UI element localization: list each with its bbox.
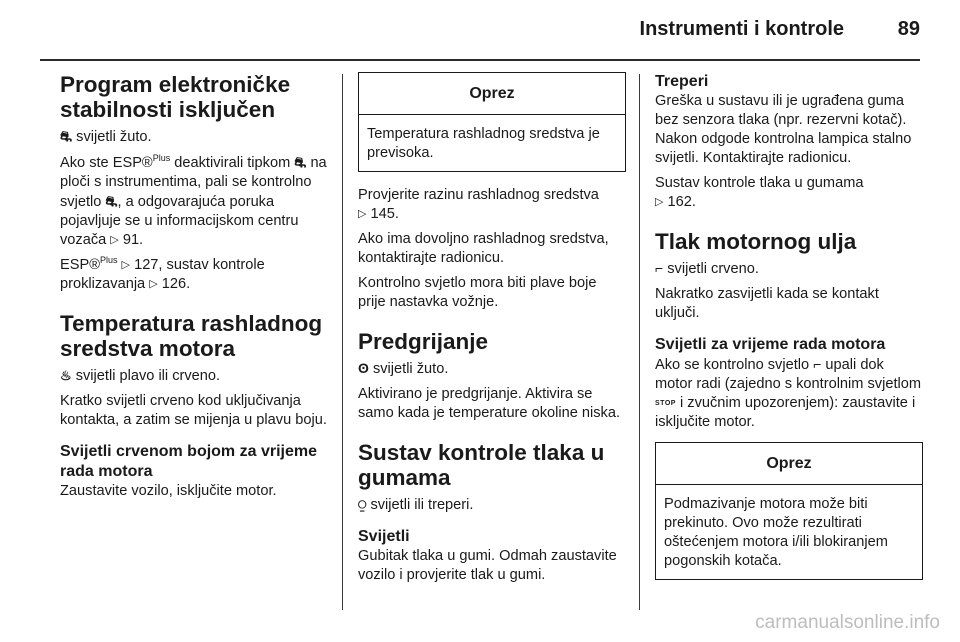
tire-system-reference: Sustav kontrole tlaka u gumama ▷ 162.	[655, 175, 864, 210]
flashing-description: Greška u sustavu ili je ugrađena guma bez senzora tlaka (npr. rezervni kotač). Nakon odgode kontrolna lampica stalno svijetli. Kontaktirajte radionicu.	[655, 93, 912, 166]
column-divider-right	[639, 74, 640, 610]
coolant-blue-text: Kontrolno svjetlo mora biti plave boje prije nastavka vožnje.	[358, 275, 597, 310]
column-3	[655, 72, 923, 594]
esp-deactivation-text: Ako ste ESP®$^{Plus}$ deaktivirali tipkom ⛐ na ploči s instrumentima, pali se kontrolno svjetlo ⛐, a odgovarajuća poruka pojavljuje se u informacijskom centru vozača ▷ 91.	[60, 153, 327, 248]
header-divider	[40, 59, 920, 61]
section-title-tire-pressure: Sustav kontrole tlaka u gumama	[358, 440, 605, 490]
tire-lit-text: Gubitak tlaka u gumi. Odmah zaustavite vozilo i provjerite tlak u gumi.	[358, 548, 617, 583]
subsection-title-lit-running: Svijetli za vrijeme rada motora	[655, 336, 886, 353]
coolant-description: Kratko svijetli crveno kod uključivanja kontakta, a zatim se mijenja u plavu boju.	[60, 393, 327, 428]
caution-body: Temperatura rashladnog sredstva je previsoka.	[367, 126, 600, 161]
caution-box-oil	[655, 442, 923, 580]
glow-plug-icon: ʘ	[358, 360, 369, 376]
arrow-ref-icon: ▷	[149, 278, 158, 290]
red-running-text: Zaustavite vozilo, isključite motor.	[60, 483, 277, 499]
caution-title: Oprez	[656, 443, 922, 485]
page-ref-link[interactable]: 145.	[370, 206, 399, 222]
tire-pressure-icon: ⍜	[358, 496, 367, 512]
page-number: 89	[897, 18, 920, 40]
oil-can-icon: ⌐	[655, 260, 664, 276]
coolant-workshop-text: Ako ima dovoljno rashladnog sredstva, kontaktirajte radionicu.	[358, 231, 609, 266]
tire-indicator-text: ⍜ svijetli ili treperi.	[358, 496, 474, 513]
arrow-ref-icon: ▷	[655, 196, 664, 208]
car-skid-icon: ⛐	[105, 193, 118, 209]
column-1	[60, 72, 330, 507]
arrow-ref-icon: ▷	[110, 234, 119, 246]
coolant-indicator-text: ♨ svijetli plavo ili crveno.	[60, 368, 221, 384]
section-title-esp-off: Program elektroničke stabilnosti isključen	[60, 72, 291, 122]
arrow-ref-icon: ▷	[358, 208, 367, 220]
preheating-description: Aktivirano je predgrijanje. Aktivira se samo kada je temperature okoline niska.	[358, 386, 621, 421]
coolant-temperature-icon: ♨	[60, 368, 72, 383]
esp-references: ESP®$^{Plus}$ ▷ 127, sustav kontrole proklizavanja ▷ 126.	[60, 255, 265, 292]
caution-body: Podmazivanje motora može biti prekinuto. Ovo može rezultirati oštećenjem motora i/ili blokiranjem pogonskih kotača.	[664, 496, 888, 569]
oil-indicator-text: ⌐ svijetli crveno.	[655, 260, 759, 277]
subsection-title-lit: Svijetli	[358, 528, 410, 545]
subsection-title-red-running: Svijetli crvenom bojom za vrijeme rada motora	[60, 443, 317, 480]
column-2	[358, 72, 626, 591]
car-skid-icon: ⛐	[294, 154, 307, 170]
oil-can-icon: ⌐	[813, 356, 822, 372]
caution-box-coolant	[358, 72, 626, 172]
subsection-title-flashing: Treperi	[655, 73, 709, 90]
esp-indicator-text: ⛐ svijetli žuto.	[60, 128, 152, 145]
section-title-coolant: Temperatura rashladnog sredstva motora	[60, 311, 323, 361]
car-skid-icon: ⛐	[60, 128, 73, 144]
section-title-oil-pressure: Tlak motornog ulja	[655, 229, 857, 254]
page-ref-link[interactable]: 127, sustav kontrole proklizavanja	[60, 257, 265, 292]
oil-ignition-text: Nakratko zasvijetli kada se kontakt uključi.	[655, 286, 879, 321]
page-ref-link[interactable]: 91.	[122, 232, 144, 248]
column-divider-left	[342, 74, 343, 610]
arrow-ref-icon: ▷	[121, 259, 131, 271]
page-ref-link[interactable]: 162.	[667, 194, 696, 210]
page-header-title: Instrumenti i kontrole	[639, 18, 844, 40]
section-title-preheating: Predgrijanje	[358, 329, 489, 354]
preheating-indicator-text: ʘ svijetli žuto.	[358, 360, 449, 377]
page-ref-link[interactable]: 126.	[161, 276, 191, 292]
watermark: carmanualsonline.info	[755, 612, 940, 633]
oil-running-text: Ako se kontrolno svjetlo ⌐ upali dok motor radi (zajedno s kontrolnim svjetlom STOP i zvučnim upozorenjem): zaustavite i isključite motor.	[655, 356, 922, 430]
caution-title: Oprez	[359, 73, 625, 115]
stop-icon: STOP	[655, 400, 676, 407]
coolant-check-text: Provjerite razinu rashladnog sredstva ▷ 145.	[358, 187, 599, 222]
